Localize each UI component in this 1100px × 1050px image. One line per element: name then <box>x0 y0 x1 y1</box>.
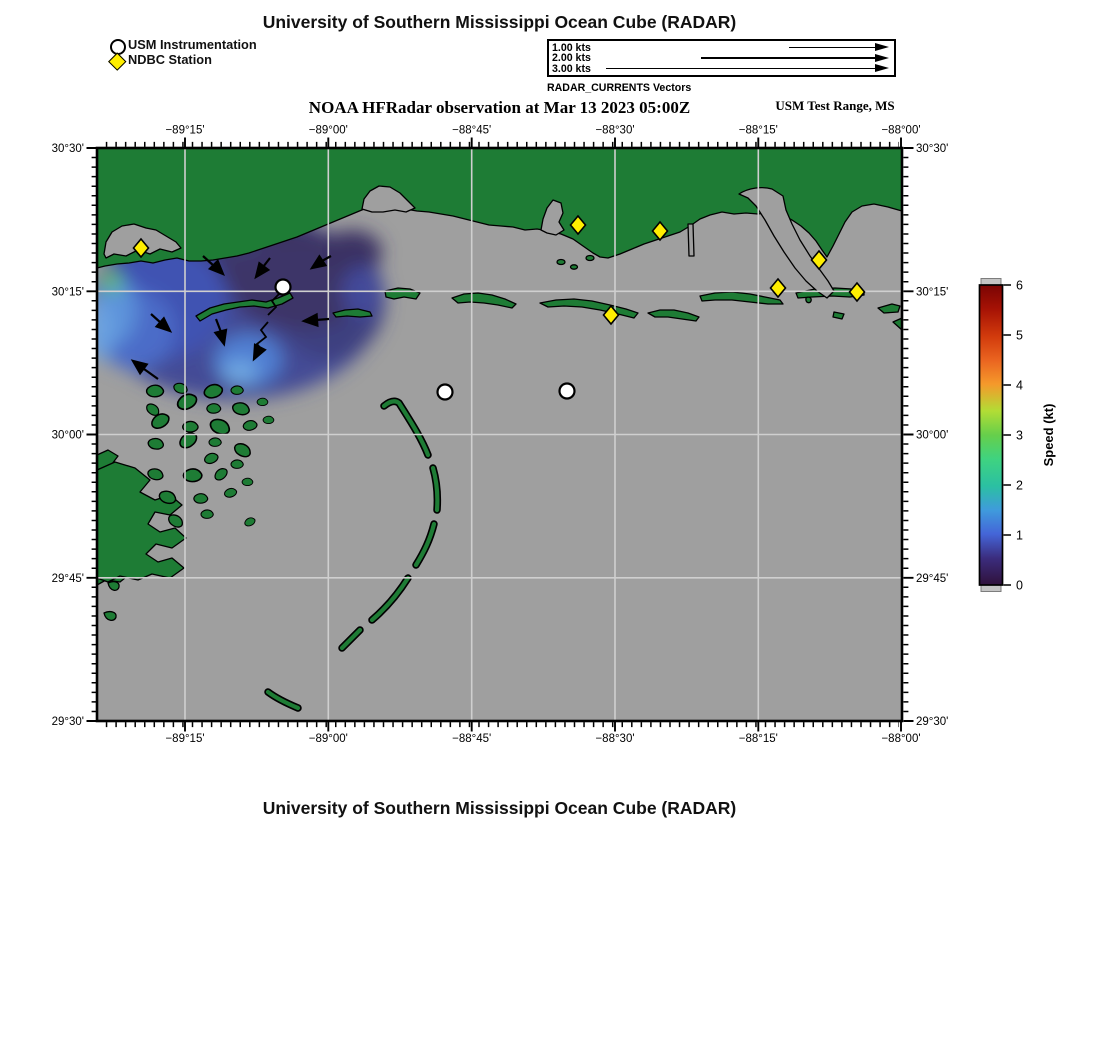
lon-tick-label: −89°00' <box>308 124 348 137</box>
colorbar-tick-label: 6 <box>1016 278 1023 293</box>
lon-axis-labels-bottom <box>165 733 920 745</box>
colorbar-tick-label: 1 <box>1016 528 1023 543</box>
lon-tick-label: −89°00' <box>308 733 348 745</box>
lon-tick-label: −88°45' <box>452 124 492 137</box>
colorbar <box>980 279 1057 593</box>
colorbar-ticks <box>1004 285 1012 585</box>
coast-islet <box>586 256 594 261</box>
lat-tick-label: 29°30' <box>916 716 949 728</box>
lat-tick-label: 29°45' <box>51 572 84 585</box>
observation-subtitle: NOAA HFRadar observation at Mar 13 2023 05:00Z <box>308 98 691 117</box>
page-title: University of Southern Mississippi Ocean Cube (RADAR) <box>262 12 737 32</box>
lat-tick-label: 30°15' <box>51 286 84 299</box>
lat-tick-label: 30°00' <box>51 429 84 442</box>
lon-tick-label: −88°45' <box>452 733 492 745</box>
lon-tick-label: −88°30' <box>595 124 635 137</box>
lon-tick-label: −88°15' <box>738 733 778 745</box>
usm-instrument-marker <box>560 384 575 399</box>
lat-axis-labels-left <box>52 143 84 728</box>
lat-tick-label: 30°00' <box>916 429 949 442</box>
lon-tick-label: −89°15' <box>165 733 205 745</box>
lat-axis-labels-right <box>916 143 948 728</box>
footer-title: University of Southern Mississippi Ocean Cube (RADAR) <box>262 798 737 818</box>
scale-3kt-label: 3.00 kts <box>552 62 591 75</box>
colorbar-gradient <box>980 285 1003 585</box>
pascagoula-river <box>688 224 694 256</box>
scale-1kt-label: 1.00 kts <box>552 41 591 54</box>
lon-tick-label: −89°15' <box>165 124 205 137</box>
coast-islet <box>833 312 844 319</box>
coast-islet <box>557 260 565 265</box>
lon-tick-label: −88°00' <box>881 733 921 745</box>
colorbar-tick-label: 0 <box>1016 578 1023 593</box>
colorbar-tick-label: 4 <box>1016 378 1023 393</box>
usm-instrument-marker <box>438 385 453 400</box>
colorbar-axis-label: Speed (kt) <box>1041 403 1056 467</box>
colorbar-tick-label: 2 <box>1016 478 1023 493</box>
coast-islet <box>571 265 578 269</box>
lat-tick-label: 30°30' <box>916 143 949 155</box>
legend-item-ndbc-label: NDBC Station <box>128 52 212 67</box>
lat-tick-label: 29°45' <box>916 572 949 585</box>
usm-instrument-marker <box>276 280 291 295</box>
lat-tick-label: 30°15' <box>916 286 949 299</box>
lon-tick-label: −88°15' <box>738 124 778 137</box>
lon-tick-label: −88°00' <box>881 124 921 137</box>
colorbar-tick-label: 5 <box>1016 328 1023 343</box>
lat-tick-label: 29°30' <box>51 716 84 728</box>
legend-item-usm-label: USM Instrumentation <box>128 37 257 52</box>
range-label: USM Test Range, MS <box>775 98 895 113</box>
lon-axis-labels-top <box>165 125 920 137</box>
vector-scale-caption: RADAR_CURRENTS Vectors <box>547 82 692 94</box>
lon-tick-label: −88°30' <box>595 733 635 745</box>
scale-2kt-label: 2.00 kts <box>552 52 591 64</box>
colorbar-tick-label: 3 <box>1016 428 1023 443</box>
lat-tick-label: 30°30' <box>51 143 84 155</box>
coast-islet <box>806 297 811 302</box>
